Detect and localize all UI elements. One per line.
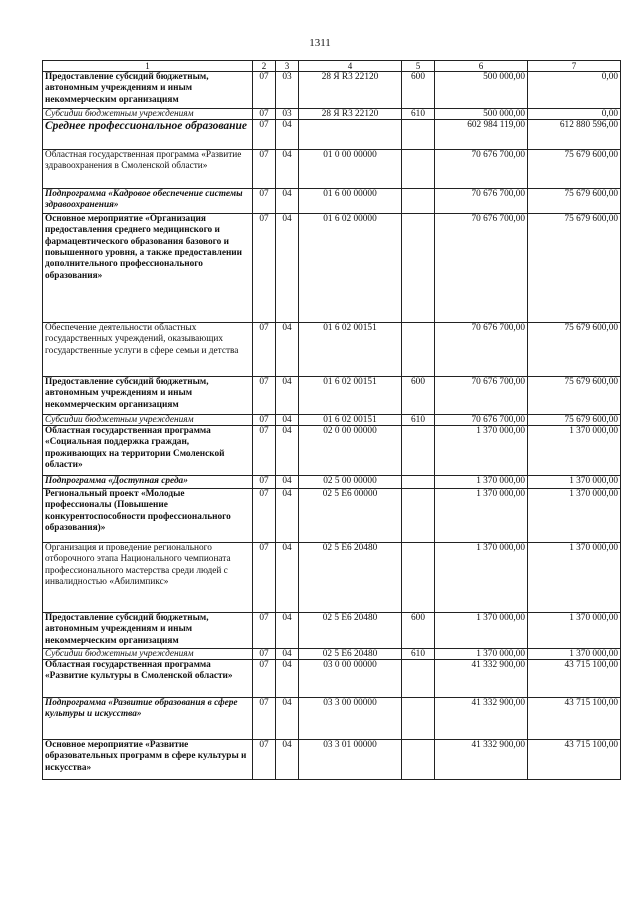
amount-year2-cell: 75 679 600,00 — [528, 214, 621, 323]
header-col-5: 5 — [402, 61, 435, 72]
subsection-code-cell: 04 — [276, 214, 299, 323]
amount-year2-cell: 43 715 100,00 — [528, 740, 621, 780]
row-name-cell: Подпрограмма «Развитие образования в сфере культуры и искусства» — [43, 698, 253, 740]
amount-year2-cell: 1 370 000,00 — [528, 613, 621, 649]
expense-type-cell: 610 — [402, 649, 435, 660]
table-row — [43, 120, 621, 150]
subsection-code-cell: 04 — [276, 426, 299, 476]
amount-year1-cell: 70 676 700,00 — [435, 150, 528, 189]
target-article-cell: 28 Я R3 22120 — [299, 72, 402, 109]
amount-year2-cell: 75 679 600,00 — [528, 415, 621, 426]
subsection-code-cell: 04 — [276, 415, 299, 426]
subsection-code-cell: 04 — [276, 189, 299, 214]
amount-year1-cell: 1 370 000,00 — [435, 649, 528, 660]
table-row — [43, 189, 621, 214]
table-row — [43, 489, 621, 543]
row-name-cell: Основное мероприятие «Организация предоставления среднего медицинского и фармацевтического образования базового и повышенного уровня, а также предоставлении дополнительного профессионального образования» — [43, 214, 253, 323]
section-code-cell: 07 — [253, 740, 276, 780]
expense-type-cell — [402, 150, 435, 189]
section-code-cell: 07 — [253, 426, 276, 476]
budget-table — [42, 60, 621, 780]
table-row — [43, 698, 621, 740]
amount-year2-cell: 0,00 — [528, 109, 621, 120]
row-name-cell: Подпрограмма «Кадровое обеспечение системы здравоохранения» — [43, 189, 253, 214]
table-row — [43, 660, 621, 698]
header-col-1: 1 — [43, 61, 253, 72]
section-code-cell: 07 — [253, 660, 276, 698]
target-article-cell: 01 6 02 00151 — [299, 377, 402, 415]
page-number: 1311 — [309, 37, 331, 49]
row-name-cell: Субсидии бюджетным учреждениям — [43, 649, 253, 660]
row-name-cell: Среднее профессиональное образование — [43, 120, 253, 150]
amount-year2-cell: 612 880 596,00 — [528, 120, 621, 150]
subsection-code-cell: 04 — [276, 543, 299, 613]
amount-year2-cell: 75 679 600,00 — [528, 377, 621, 415]
amount-year1-cell: 1 370 000,00 — [435, 476, 528, 489]
target-article-cell: 01 6 00 00000 — [299, 189, 402, 214]
section-code-cell: 07 — [253, 323, 276, 377]
table-row — [43, 426, 621, 476]
table-row — [43, 740, 621, 780]
row-name-cell: Основное мероприятие «Развитие образовательных программ в сфере культуры и искусства» — [43, 740, 253, 780]
target-article-cell: 03 3 00 00000 — [299, 698, 402, 740]
table-row — [43, 72, 621, 109]
amount-year1-cell: 1 370 000,00 — [435, 426, 528, 476]
header-col-3: 3 — [276, 61, 299, 72]
subsection-code-cell: 04 — [276, 698, 299, 740]
table-row — [43, 613, 621, 649]
section-code-cell: 07 — [253, 543, 276, 613]
amount-year2-cell: 75 679 600,00 — [528, 323, 621, 377]
subsection-code-cell: 04 — [276, 377, 299, 415]
amount-year1-cell: 41 332 900,00 — [435, 660, 528, 698]
table-body — [43, 72, 621, 780]
row-name-cell: Предоставление субсидий бюджетным, автономным учреждениям и иным некоммерческим организациям — [43, 72, 253, 109]
row-name-cell: Областная государственная программа «Развитие здравоохранения в Смоленской области» — [43, 150, 253, 189]
target-article-cell: 03 3 01 00000 — [299, 740, 402, 780]
table-row — [43, 109, 621, 120]
subsection-code-cell: 04 — [276, 740, 299, 780]
amount-year1-cell: 602 984 119,00 — [435, 120, 528, 150]
row-name-cell: Организация и проведение регионального отборочного этапа Национального чемпионата профессионального мастерства среди людей с инвалидностью «Абилимпикс» — [43, 543, 253, 613]
row-name-cell: Предоставление субсидий бюджетным, автономным учреждениям и иным некоммерческим организациям — [43, 377, 253, 415]
header-col-6: 6 — [435, 61, 528, 72]
amount-year1-cell: 70 676 700,00 — [435, 415, 528, 426]
target-article-cell: 02 5 E6 00000 — [299, 489, 402, 543]
expense-type-cell — [402, 698, 435, 740]
header-row — [43, 61, 621, 72]
subsection-code-cell: 03 — [276, 72, 299, 109]
amount-year1-cell: 500 000,00 — [435, 109, 528, 120]
target-article-cell: 01 6 02 00000 — [299, 214, 402, 323]
target-article-cell: 01 6 02 00151 — [299, 415, 402, 426]
expense-type-cell — [402, 189, 435, 214]
amount-year1-cell: 70 676 700,00 — [435, 377, 528, 415]
expense-type-cell — [402, 323, 435, 377]
subsection-code-cell: 04 — [276, 649, 299, 660]
subsection-code-cell: 04 — [276, 323, 299, 377]
section-code-cell: 07 — [253, 415, 276, 426]
expense-type-cell: 610 — [402, 415, 435, 426]
row-name-cell: Региональный проект «Молодые профессионалы (Повышение конкурентоспособности профессионального образования)» — [43, 489, 253, 543]
target-article-cell: 02 5 E6 20480 — [299, 613, 402, 649]
table-row — [43, 649, 621, 660]
header-col-2: 2 — [253, 61, 276, 72]
target-article-cell: 01 0 00 00000 — [299, 150, 402, 189]
target-article-cell: 02 5 E6 20480 — [299, 649, 402, 660]
amount-year2-cell: 1 370 000,00 — [528, 649, 621, 660]
row-name-cell: Субсидии бюджетным учреждениям — [43, 415, 253, 426]
section-code-cell: 07 — [253, 189, 276, 214]
expense-type-cell: 610 — [402, 109, 435, 120]
row-name-cell: Субсидии бюджетным учреждениям — [43, 109, 253, 120]
amount-year2-cell: 75 679 600,00 — [528, 150, 621, 189]
amount-year1-cell: 500 000,00 — [435, 72, 528, 109]
target-article-cell: 03 0 00 00000 — [299, 660, 402, 698]
amount-year2-cell: 43 715 100,00 — [528, 698, 621, 740]
expense-type-cell: 600 — [402, 613, 435, 649]
expense-type-cell — [402, 120, 435, 150]
section-code-cell: 07 — [253, 109, 276, 120]
expense-type-cell — [402, 543, 435, 613]
amount-year1-cell: 70 676 700,00 — [435, 189, 528, 214]
target-article-cell: 02 0 00 00000 — [299, 426, 402, 476]
table-row — [43, 150, 621, 189]
target-article-cell: 02 5 E6 20480 — [299, 543, 402, 613]
amount-year1-cell: 1 370 000,00 — [435, 613, 528, 649]
expense-type-cell — [402, 740, 435, 780]
amount-year1-cell: 1 370 000,00 — [435, 543, 528, 613]
table-row — [43, 415, 621, 426]
subsection-code-cell: 04 — [276, 120, 299, 150]
amount-year1-cell: 41 332 900,00 — [435, 698, 528, 740]
section-code-cell: 07 — [253, 72, 276, 109]
target-article-cell: 01 6 02 00151 — [299, 323, 402, 377]
section-code-cell: 07 — [253, 489, 276, 543]
expense-type-cell — [402, 660, 435, 698]
row-name-cell: Обеспечение деятельности областных государственных учреждений, оказывающих государственные услуги в сфере семьи и детства — [43, 323, 253, 377]
row-name-cell: Подпрограмма «Доступная среда» — [43, 476, 253, 489]
section-code-cell: 07 — [253, 649, 276, 660]
section-code-cell: 07 — [253, 120, 276, 150]
section-code-cell: 07 — [253, 214, 276, 323]
header-col-7: 7 — [528, 61, 621, 72]
subsection-code-cell: 03 — [276, 109, 299, 120]
amount-year1-cell: 1 370 000,00 — [435, 489, 528, 543]
section-code-cell: 07 — [253, 613, 276, 649]
row-name-cell: Областная государственная программа «Социальная поддержка граждан, проживающих на территории Смоленской области» — [43, 426, 253, 476]
header-col-4: 4 — [299, 61, 402, 72]
amount-year2-cell: 0,00 — [528, 72, 621, 109]
expense-type-cell: 600 — [402, 72, 435, 109]
target-article-cell: 02 5 00 00000 — [299, 476, 402, 489]
section-code-cell: 07 — [253, 150, 276, 189]
subsection-code-cell: 04 — [276, 150, 299, 189]
amount-year2-cell: 1 370 000,00 — [528, 426, 621, 476]
table-row — [43, 323, 621, 377]
amount-year2-cell: 75 679 600,00 — [528, 189, 621, 214]
expense-type-cell — [402, 476, 435, 489]
expense-type-cell: 600 — [402, 377, 435, 415]
expense-type-cell — [402, 426, 435, 476]
row-name-cell: Областная государственная программа «Развитие культуры в Смоленской области» — [43, 660, 253, 698]
target-article-cell — [299, 120, 402, 150]
table-row — [43, 214, 621, 323]
table-row — [43, 476, 621, 489]
amount-year1-cell: 70 676 700,00 — [435, 323, 528, 377]
amount-year1-cell: 70 676 700,00 — [435, 214, 528, 323]
section-code-cell: 07 — [253, 476, 276, 489]
amount-year2-cell: 1 370 000,00 — [528, 489, 621, 543]
subsection-code-cell: 04 — [276, 489, 299, 543]
expense-type-cell — [402, 489, 435, 543]
section-code-cell: 07 — [253, 377, 276, 415]
subsection-code-cell: 04 — [276, 660, 299, 698]
section-code-cell: 07 — [253, 698, 276, 740]
subsection-code-cell: 04 — [276, 613, 299, 649]
target-article-cell: 28 Я R3 22120 — [299, 109, 402, 120]
row-name-cell: Предоставление субсидий бюджетным, автономным учреждениям и иным некоммерческим организациям — [43, 613, 253, 649]
table-row — [43, 377, 621, 415]
expense-type-cell — [402, 214, 435, 323]
amount-year1-cell: 41 332 900,00 — [435, 740, 528, 780]
table-row — [43, 543, 621, 613]
amount-year2-cell: 43 715 100,00 — [528, 660, 621, 698]
amount-year2-cell: 1 370 000,00 — [528, 476, 621, 489]
subsection-code-cell: 04 — [276, 476, 299, 489]
amount-year2-cell: 1 370 000,00 — [528, 543, 621, 613]
